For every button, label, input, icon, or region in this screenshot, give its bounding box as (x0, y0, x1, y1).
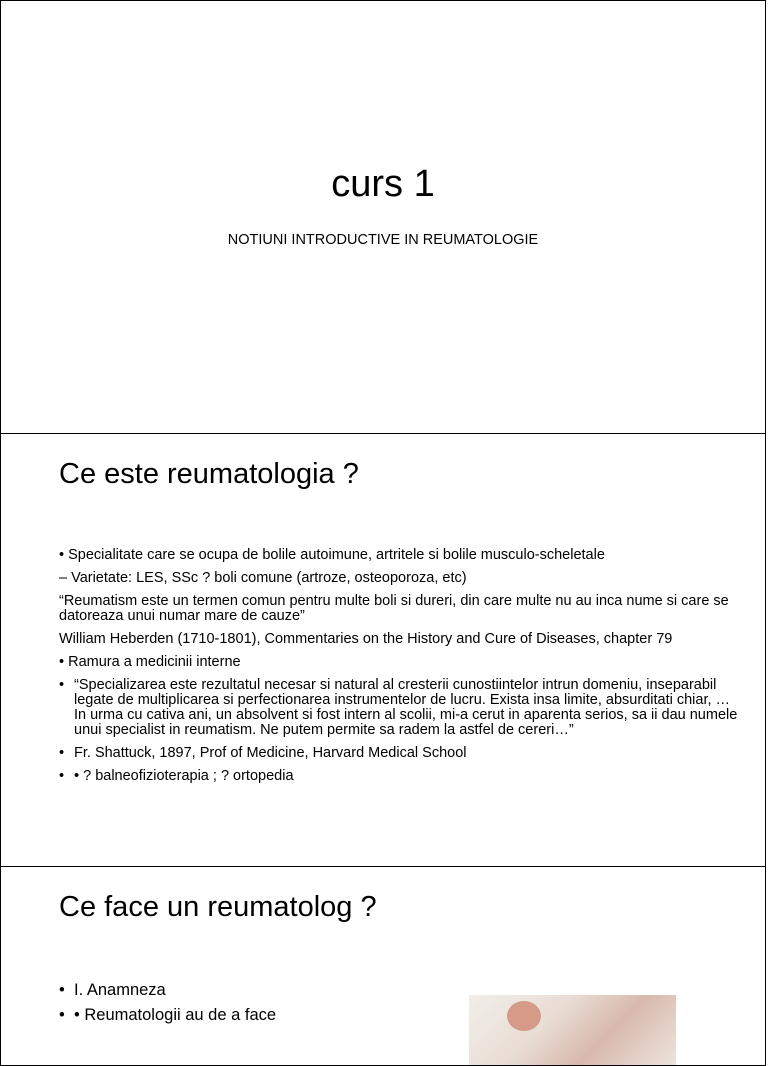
slide-2 (0, 433, 766, 867)
list-item-text: • ? balneofizioterapia ; ? ortopedia (74, 768, 294, 784)
list-item (59, 678, 739, 738)
list-item-text: I. Anamneza (74, 981, 166, 999)
bullet-icon: • (59, 1006, 65, 1024)
slide-3 (0, 866, 766, 1066)
list-item (59, 769, 739, 784)
text-line: • Specialitate care se ocupa de bolile autoimune, artritele si bolile musculo-scheletale (59, 547, 605, 563)
slide-2-heading: Ce este reumatologia ? (59, 458, 359, 490)
list-item-text: • Reumatologii au de a face (74, 1006, 277, 1024)
bullet-icon: • (59, 745, 65, 761)
slide-1-subtitle: NOTIUNI INTRODUCTIVE IN REUMATOLOGIE (227, 232, 539, 248)
photo-detail (507, 1001, 541, 1031)
list-item (59, 1006, 439, 1024)
bullet-icon: • (59, 768, 65, 784)
text-line: – Varietate: LES, SSc ? boli comune (artroze, osteoporoza, etc) (59, 570, 467, 586)
doctor-photo (469, 995, 676, 1066)
bullet-icon: • (59, 981, 65, 999)
slide-3-heading: Ce face un reumatolog ? (59, 891, 377, 923)
list-item-text: “Specializarea este rezultatul necesar si natural al cresterii cunostiintelor intrun domeniu, inseparabil legate de multiplicarea si perfectionarea instrumentelor de lucru. Exista insa limite, absurditati chiar, …In urma cu cativa ani, un absolvent si fost intern al scolii, mi-a cerut in aparenta serios, sa ii dau numele unui specialist in reumatism. Ne putem permite sa radem la astfel de cereri…” (74, 677, 738, 738)
bullet-icon: • (59, 677, 65, 693)
text-line: William Heberden (1710-1801), Commentaries on the History and Cure of Diseases, chapter 79 (59, 631, 673, 647)
text-line: • Ramura a medicinii interne (59, 654, 241, 670)
text-line: “Reumatism este un termen comun pentru multe boli si dureri, din care multe nu au inca nume si care se datoreaza unui numar mare de cauze” (59, 593, 729, 624)
slide-2-content (59, 548, 739, 792)
slide-1-title: curs 1 (331, 163, 435, 205)
slide-1 (0, 0, 766, 434)
list-item (59, 981, 439, 999)
list-item (59, 746, 739, 761)
list-item-text: Fr. Shattuck, 1897, Prof of Medicine, Harvard Medical School (74, 745, 467, 761)
